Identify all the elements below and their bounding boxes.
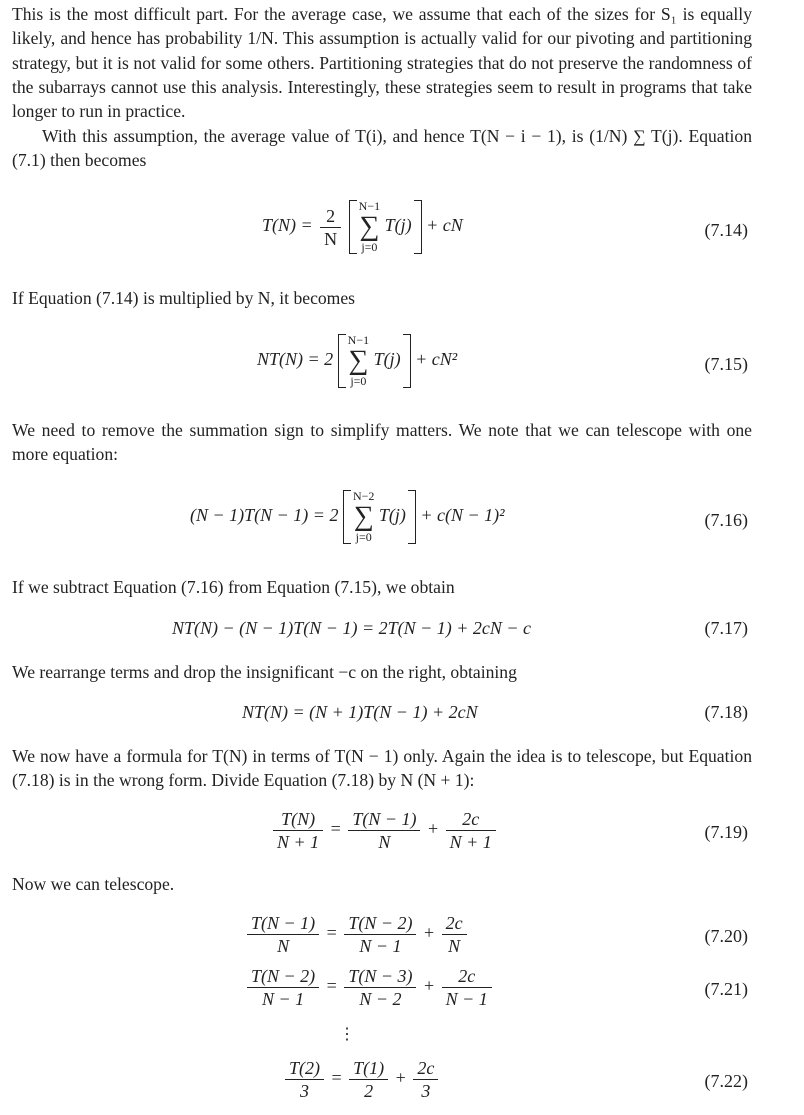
equation-7-15: NT(N) = 2 N−1 ∑ j=0 T(j) + cN² (7.15): [257, 333, 748, 388]
fraction: $\frac{2}{N}$: [320, 205, 341, 250]
eq-rhs: + cN: [426, 215, 463, 236]
vertical-ellipsis: ⋮: [339, 1024, 355, 1043]
summation-sign: N−1 ∑ j=0: [358, 199, 381, 254]
equation-7-17: NT(N) − (N − 1)T(N − 1) = 2T(N − 1) + 2cN − c (7.17): [172, 618, 748, 638]
equation-7-20: $\frac{T(N - 1)}{N}$ = $\frac{T(N - 2)}{N - 1}$ + $\frac{2c}{N}$ (7.20): [0, 910, 804, 966]
paragraph-average-case: This is the most difficult part. For the average case, we assume that each of the sizes for S₁ is equally likely, and hence has probability 1/N. This assumption is actually valid for our pivoting and partitioning strategy, but it is not valid for some others. Partitioning strategies that do not preserve the randomness of the subarrays cannot use this analysis. Interestingly, these strategies seem to result in programs that take longer to run in practice.: [12, 4, 752, 122]
equation-7-22: $\frac{T(2)}{3}$ = $\frac{T(1)}{2}$ + $\frac{2c}{3}$ (7.22): [0, 1055, 804, 1111]
equation-7-18: NT(N) = (N + 1)T(N − 1) + 2cN (7.18): [242, 702, 748, 722]
paragraph-multiply: If Equation (7.14) is multiplied by N, it becomes: [12, 288, 356, 308]
equation-7-19: $\frac{T(N)}{N + 1}$ = $\frac{T(N - 1)}{N}$ + $\frac{2c}{N + 1}$ (7.19): [0, 806, 804, 862]
paragraph-telescope: Now we can telescope.: [12, 874, 175, 894]
equation-7-21: $\frac{T(N - 2)}{N - 1}$ = $\frac{T(N - 3)}{N - 2}$ + $\frac{2c}{N - 1}$ (7.21): [0, 963, 804, 1019]
equation-7-14: [0, 196, 804, 270]
equation-7-16: (N − 1)T(N − 1) = 2 N−2 ∑ j=0 T(j) + c(N − 1)² (7.16): [190, 489, 748, 544]
bracketed-sum: N−1 ∑ j=0 T(j): [349, 200, 422, 254]
bracketed-sum: N−1 ∑ j=0 T(j): [338, 334, 411, 388]
paragraph-assumption: With this assumption, the average value of T(i), and hence T(N − i − 1), is (1/N) ∑ T(j). Equation (7.1) then becomes: [12, 126, 752, 171]
equation-number: (7.15): [704, 354, 748, 374]
paragraph-remove-summation: We need to remove the summation sign to simplify matters. We note that we can telescope with one more equation:: [12, 420, 752, 465]
paragraph-rearrange: We rearrange terms and drop the insignificant −c on the right, obtaining: [12, 662, 517, 682]
paragraph-subtract: If we subtract Equation (7.16) from Equation (7.15), we obtain: [12, 577, 455, 597]
paragraph-formula: We now have a formula for T(N) in terms of T(N − 1) only. Again the idea is to telescope, but Equation (7.18) is in the wrong form. Divide Equation (7.18) by N (N + 1):: [12, 746, 752, 791]
equation-number: (7.16): [704, 510, 748, 530]
equation-number: (7.14): [704, 220, 748, 240]
eq-lhs: T(N) =: [262, 215, 313, 236]
bracketed-sum: N−2 ∑ j=0 T(j): [343, 490, 416, 544]
